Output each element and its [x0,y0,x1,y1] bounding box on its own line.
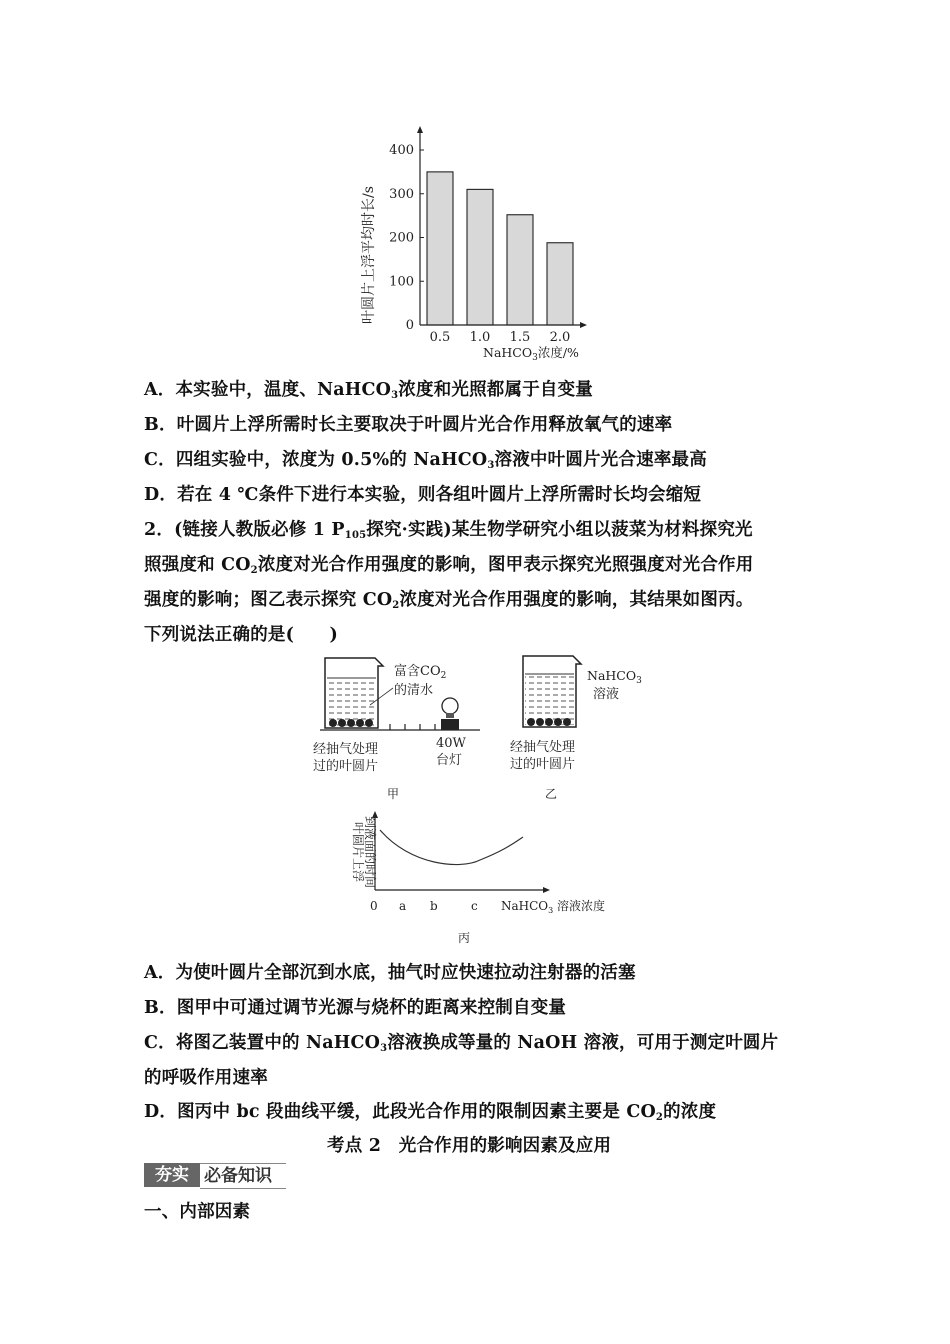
q2-option-a: A．为使叶圆片全部沉到水底，抽气时应快速拉动注射器的活塞 [144,963,636,983]
bing-tick-c: c [471,899,478,913]
beaker-jia [325,658,383,728]
bing-tick-a: a [399,899,407,913]
q2-option-b: B．图甲中可通过调节光源与烧杯的距离来控制自变量 [144,998,567,1018]
q1-option-c: C．四组实验中，浓度为 0.5%的 NaHCO$_3$溶液中叶圆片光合速率最高 [144,450,707,471]
q2-option-c-cont: 的呼吸作用速率 [144,1068,268,1088]
bing-caption: 丙 [458,931,471,945]
yi-caption: 乙 [545,787,558,801]
bing-tick-0: 0 [370,899,378,913]
x-tick-label: 1.0 [469,330,491,345]
q1-option-a: A．本实验中，温度、NaHCO$_3$浓度和光照都属于自变量 [144,380,593,401]
q2-stem-line1: 2．(链接人教版必修 1 $P_{105}$探究·实践)某生物学研究小组以菠菜为材料探究光 [144,520,753,541]
q2-stem-line3: 强度的影响；图乙表示探究 $CO_2$浓度对光合作用强度的影响，其结果如图丙。 [144,590,754,611]
beaker-yi [523,656,581,727]
bar-0.5 [427,172,453,325]
chart-xlabel: NaHCO$_3$浓度/% [483,345,579,363]
bing-xlabel: NaHCO$_3$ 溶液浓度 [501,899,606,915]
lamp-label-1: 40W [436,736,466,751]
q2-stem-line2: 照强度和 $CO_2$浓度对光合作用强度的影响，图甲表示探究光照强度对光合作用 [144,555,754,576]
bar-chart [355,125,615,370]
bing-ylabel-2: 到液面的时间 [363,815,377,889]
jia-leaf-label-2: 过的叶圆片 [313,759,379,774]
bar-2.0 [547,243,573,325]
y-tick-label: 300 [389,186,414,202]
jia-leaf-label-1: 经抽气处理 [313,742,379,757]
yi-leaf-label-2: 过的叶圆片 [510,757,576,772]
bing-curve [380,830,523,865]
q2-option-d: D．图丙中 bc 段曲线平缓，此段光合作用的限制因素主要是 $CO_2$的浓度 [144,1102,717,1123]
x-tick-label: 2.0 [549,330,571,345]
badge-left: 夯实 [144,1163,200,1187]
y-tick-label: 400 [389,143,414,158]
x-tick-label: 0.5 [429,330,451,345]
leaf-discs-yi [527,718,571,726]
x-axis-arrow [580,322,587,328]
y-tick-label: 0 [405,318,414,333]
bing-ylabel-1: 叶圆片上浮 [351,821,365,883]
lamp-icon [441,698,459,730]
badge-right: 必备知识 [200,1163,286,1189]
chart-ylabel: 叶圆片上浮平均时长/s [361,186,377,324]
x-tick-label: 1.5 [509,330,531,345]
q1-option-b: B．叶圆片上浮所需时长主要取决于叶圆片光合作用释放氧气的速率 [144,415,673,435]
q1-option-d: D．若在 4 ℃条件下进行本实验，则各组叶圆片上浮所需时长均会缩短 [144,485,702,505]
jia-caption: 甲 [387,787,400,801]
y-tick-label: 200 [389,230,414,246]
y-axis-arrow [417,126,423,133]
subhead-internal-factors: 一、内部因素 [144,1202,251,1222]
bar-1.5 [507,215,533,325]
lamp-label-2: 台灯 [436,753,463,768]
section-title: 考点 2 光合作用的影响因素及应用 [327,1136,612,1156]
yi-solution-label-2: 溶液 [593,687,620,702]
y-tick-label: 100 [389,274,414,290]
leaf-discs-jia [329,719,373,727]
jia-water-label-2: 的清水 [394,683,434,698]
q2-option-c: C．将图乙装置中的 NaHCO$_3$溶液换成等量的 NaOH 溶液，可用于测定叶圆片 [144,1033,779,1054]
curve-figure-bing [340,810,630,950]
yi-solution-label: NaHCO$_3$ [587,668,642,686]
apparatus-figure [305,650,645,805]
bar-1.0 [467,189,493,325]
yi-leaf-label-1: 经抽气处理 [510,740,576,755]
bing-tick-b: b [430,899,438,913]
q2-stem-line4: 下列说法正确的是( ) [144,625,338,645]
jia-water-label: 富含$CO_2$ [394,664,447,681]
